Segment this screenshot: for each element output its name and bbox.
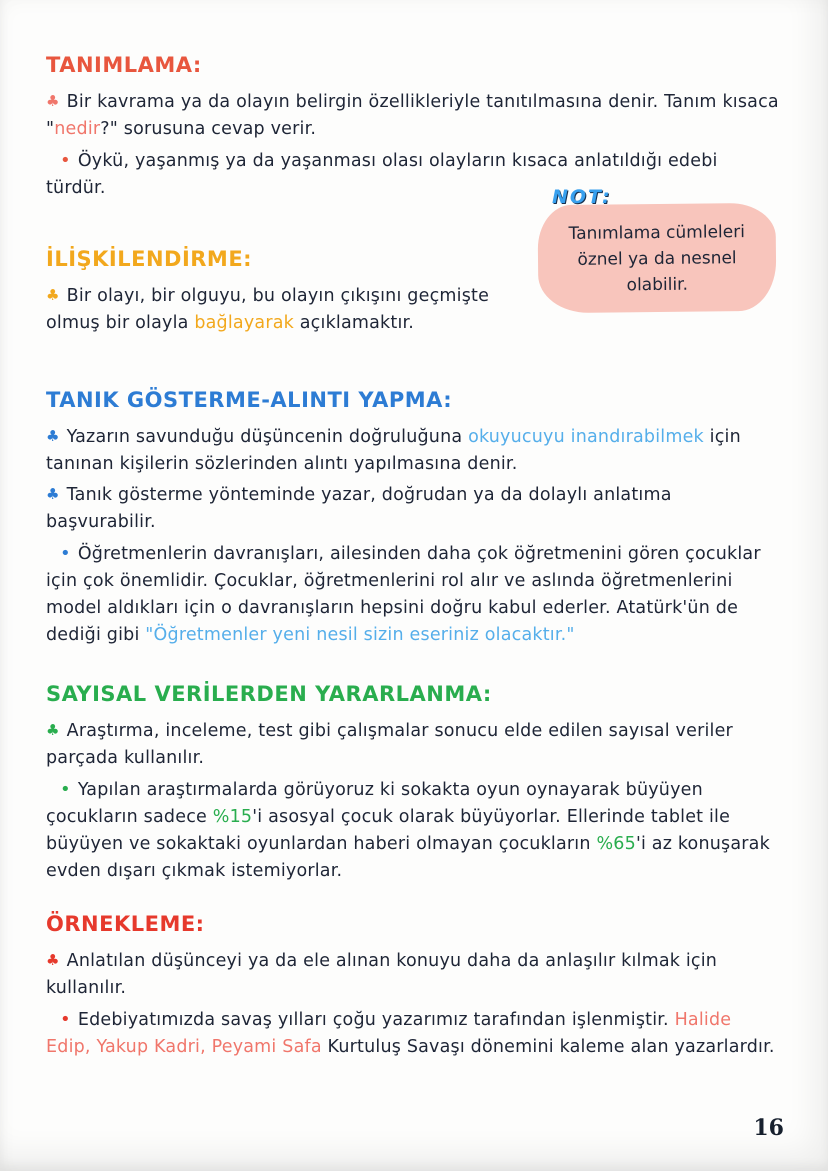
section-heading: ÖRNEKLEME: [46,912,205,936]
section-tanik-gosterme [46,387,780,649]
dot-bullet-icon: • [60,1009,71,1030]
highlight-text: %15 [212,807,253,827]
text-segment: Kurtuluş Savaşı dönemini kaleme alan yazarlardır. [321,1037,775,1057]
section-heading: İLİŞKİLENDİRME: [46,247,253,271]
text-segment: Yapılan araştırmalarda görüyoruz ki sokakta oyun oynayarak büyüyen çocukların sadece [46,780,703,827]
clover-bullet-icon: ♣ [46,427,60,445]
paragraph [46,89,780,143]
text-segment: için tanınan kişilerin sözlerinden alıntı yapılmasına denir. [46,427,741,474]
text-segment: Öğretmenlerin davranışları, ailesinden daha çok öğretmenini gören çocuklar için çok önemlidir. Çocuklar, öğretmenlerini rol alır ve aslında öğretmenlerini model aldıkları için o davranışların hepsini doğru kabul ederler. Atatürk'ün de dediği gibi [46,544,761,645]
clover-bullet-icon: ♣ [46,92,60,110]
text-segment: Tanık gösterme yönteminde yazar, doğrudan ya da dolaylı anlatıma başvurabilir. [46,485,672,532]
clover-bullet-icon: ♣ [46,485,60,503]
section-iliskilendirme [46,246,526,337]
clover-bullet-icon: ♣ [46,721,60,739]
text-segment: 'i az konuşarak evden dışarı çıkmak istemiyorlar. [46,834,770,881]
section-tanimlama [46,52,780,202]
section-sayisal-veriler [46,681,780,885]
highlight-text: Halide Edip, Yakup Kadri, Peyami Safa [46,1010,732,1057]
section-heading: TANIK GÖSTERME-ALINTI YAPMA: [46,388,453,412]
highlight-text: bağlayarak [194,313,294,333]
highlight-text: "Öğretmenler yeni nesil sizin eseriniz olacaktır." [145,625,575,645]
paragraph [46,776,780,885]
text-segment: Yazarın savunduğu düşüncenin doğruluğuna [66,427,469,447]
highlight-text: okuyucuyu inandırabilmek [468,427,704,447]
paragraph [46,948,780,1002]
section-heading: TANIMLAMA: [46,53,202,77]
dot-bullet-icon: • [60,543,71,564]
clover-bullet-icon: ♣ [46,286,60,304]
paragraph [46,718,780,772]
paragraph [46,482,780,536]
text-segment: Anlatılan düşünceyi ya da ele alınan konuyu daha da anlaşılır kılmak için kullanılır. [46,951,718,998]
text-segment: 'i asosyal çocuk olarak büyüyorlar. Ellerinde tablet ile büyüyen ve sokaktaki oyunlardan haberi olmayan çocukların [46,807,731,854]
paragraph [46,1006,780,1061]
page-number: 16 [753,1115,784,1141]
dot-bullet-icon: • [60,150,71,171]
highlight-text: %65 [596,834,636,854]
text-segment: Bir olayı, bir olguyu, bu olayın çıkışını geçmişte olmuş bir olayla [46,286,490,333]
text-segment: Edebiyatımızda savaş yılları çoğu yazarımız tarafından işlenmiştir. [77,1010,675,1030]
paragraph [46,540,780,649]
note-callout [538,186,776,312]
note-heading: NOT: [552,186,612,208]
note-blob [537,203,776,313]
paragraph [46,424,780,478]
text-segment: ?" sorusuna cevap verir. [100,119,317,139]
highlight-text: nedir [54,119,101,139]
paragraph [46,283,526,337]
text-segment: Öykü, yaşanmış ya da yaşanması olası olayların kısaca anlatıldığı edebi türdür. [46,151,718,198]
clover-bullet-icon: ♣ [46,951,60,969]
section-heading: SAYISAL VERİLERDEN YARARLANMA: [46,682,492,706]
section-ornekleme [46,911,780,1061]
text-segment: Araştırma, inceleme, test gibi çalışmalar sonucu elde edilen sayısal veriler parçada kullanılır. [46,721,733,768]
note-text: Tanımlama cümleleri öznel ya da nesnel olabilir. [568,222,745,296]
text-segment: Bir kavrama ya da olayın belirgin özellikleriyle tanıtılmasına denir. Tanım kısaca " [46,92,779,139]
dot-bullet-icon: • [60,779,71,800]
text-segment: açıklamaktır. [294,313,415,333]
